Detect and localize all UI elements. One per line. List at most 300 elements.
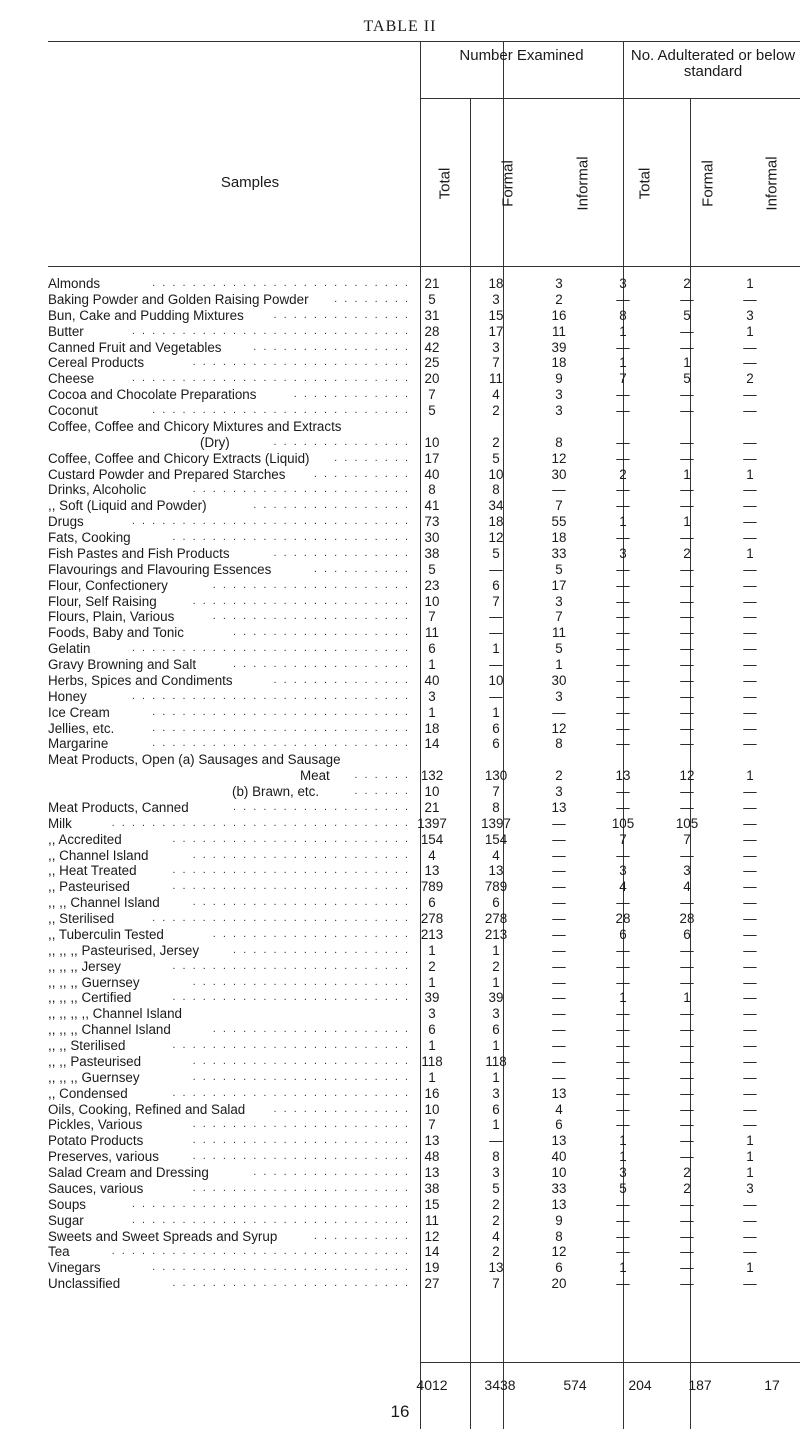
cell-value: — [680, 704, 694, 720]
cell-value: 2 [555, 768, 563, 784]
cell-value: 7 [492, 593, 500, 609]
cell-value: 55 [551, 514, 567, 530]
table-row [0, 435, 800, 451]
cell-value: 789 [484, 879, 508, 895]
sample-label: Flour, Confectionery [48, 577, 168, 593]
sample-label: Gelatin [48, 641, 91, 657]
leader-dots: . . . . . . . . . . . . . . . . . . . . [212, 1023, 410, 1036]
cell-value: 3 [619, 545, 627, 561]
cell-value: 48 [424, 1149, 440, 1165]
cell-value: 39 [488, 990, 504, 1006]
cell-value: — [616, 625, 630, 641]
sample-label: Flour, Self Raising [48, 593, 157, 609]
cell-value: — [489, 561, 503, 577]
cell-value: 7 [492, 784, 500, 799]
cell-value: 12 [551, 720, 567, 736]
cell-value: — [743, 1196, 757, 1212]
formal-examined-header: Formal [499, 160, 517, 207]
sample-label: Herbs, Spices and Condiments [48, 672, 233, 688]
sample-label: Pickles, Various [48, 1117, 143, 1133]
cell-value: 1 [619, 990, 627, 1006]
number-examined-header: Number Examined [459, 47, 584, 64]
sample-label: Oils, Cooking, Refined and Salad [48, 1101, 246, 1117]
cell-value: — [680, 799, 694, 815]
leader-dots: . . . . . . . . . . . . . . [273, 435, 410, 448]
cell-value: — [616, 847, 630, 863]
table-row [0, 578, 800, 594]
table-row [0, 451, 800, 467]
sample-label: ,, ,, Pasteurised [48, 1053, 142, 1069]
cell-value: 154 [484, 831, 508, 847]
cell-value: — [680, 577, 694, 593]
cell-value: — [616, 736, 630, 752]
table-row [0, 498, 800, 514]
cell-value: 1 [746, 323, 754, 339]
table-row [0, 1117, 800, 1133]
cell-value: — [743, 561, 757, 577]
cell-value: 7 [555, 498, 563, 514]
leader-dots: . . . . . . . . . . . . . . . . . . . . . . . . . . . . [131, 642, 410, 655]
cell-value: 40 [551, 1149, 567, 1165]
cell-value: — [616, 958, 630, 974]
cell-value: 34 [488, 498, 504, 514]
formal-adulterated-sum: 187 [688, 1377, 712, 1393]
cell-value: — [616, 1101, 630, 1117]
cell-value: 17 [424, 450, 440, 466]
cell-value: 13 [551, 799, 567, 815]
cell-value: — [680, 625, 694, 641]
cell-value: 14 [424, 1244, 440, 1260]
leader-dots: . . . . . . [354, 785, 410, 797]
cell-value: — [680, 450, 694, 466]
sample-label: ,, Channel Island [48, 847, 149, 863]
leader-dots: . . . . . . . . . . . . . . . . . . . . . . . . . . [152, 721, 410, 734]
table-row [0, 1181, 800, 1197]
sample-label: Sugar [48, 1212, 84, 1228]
cell-value: 30 [424, 530, 440, 545]
cell-value: 105 [675, 815, 699, 831]
cell-value: — [743, 1101, 757, 1117]
table-row [0, 848, 800, 864]
cell-value: 28 [424, 323, 440, 339]
leader-dots: . . . . . . . . . . . . . . . . . . . . [212, 610, 410, 623]
cell-value: — [680, 1228, 694, 1244]
cell-value: 1 [683, 514, 691, 530]
table-row [0, 1260, 800, 1276]
leader-dots: . . . . . . . . . . . . . . . . . . . . . . . . . . . . [131, 372, 410, 385]
cell-value: 3 [492, 1165, 500, 1180]
cell-value: — [743, 609, 757, 625]
cell-value: 33 [551, 545, 567, 561]
cell-value: 3 [746, 1180, 754, 1196]
cell-value: — [552, 990, 566, 1006]
cell-value: 6 [555, 1260, 563, 1276]
cell-value: 3 [555, 593, 563, 609]
cell-value: — [616, 1006, 630, 1022]
total-adulterated-header: Total [636, 167, 654, 200]
informal-adulterated-sum: 17 [764, 1377, 780, 1393]
cell-value: — [680, 958, 694, 974]
leader-dots: . . . . . . . . . . . . . . . . . . . . . . [192, 1118, 410, 1131]
table-row [0, 308, 800, 324]
cell-value: — [680, 609, 694, 625]
cell-value: 4 [492, 847, 500, 863]
cell-value: 2 [683, 1180, 691, 1196]
sample-label: (b) Brawn, etc. [232, 784, 320, 799]
cell-value: 2 [492, 1212, 500, 1228]
cell-value: 8 [555, 1228, 563, 1244]
table-row [0, 736, 800, 752]
leader-dots: . . . . . . . . . . . . . . . . . . [233, 800, 410, 813]
leader-dots: . . . . . . . . [334, 292, 410, 305]
table-row [0, 546, 800, 562]
leader-dots: . . . . . . . . . . . . . . . . . . . . . . [192, 1134, 410, 1147]
sample-label: ,, ,, ,, Channel Island [48, 1022, 171, 1038]
cell-value: 3 [619, 276, 627, 291]
cell-value: 7 [492, 1276, 500, 1292]
cell-value: 2 [683, 545, 691, 561]
leader-dots: . . . . . . . . . . . . . . . . [253, 1166, 410, 1178]
cell-value: 154 [420, 831, 444, 847]
sample-label: Fish Pastes and Fish Products [48, 545, 230, 561]
cell-value: 3 [492, 339, 500, 355]
cell-value: 38 [424, 545, 440, 561]
cell-value: 18 [488, 514, 504, 530]
cell-value: — [680, 1196, 694, 1212]
cell-value: — [743, 1069, 757, 1085]
cell-value: — [680, 1117, 694, 1133]
cell-value: — [743, 355, 757, 371]
cell-value: 12 [488, 530, 504, 545]
sample-label: Cocoa and Chocolate Preparations [48, 387, 257, 403]
cell-value: 16 [424, 1085, 440, 1101]
table-row [0, 1197, 800, 1213]
table-row [0, 1244, 800, 1260]
cell-value: — [616, 434, 630, 450]
table-row [0, 657, 800, 673]
sample-label: Margarine [48, 736, 109, 752]
cell-value: 789 [420, 879, 444, 895]
cell-value: 28 [615, 911, 631, 926]
cell-value: 73 [424, 514, 440, 530]
cell-value: 130 [484, 768, 508, 784]
total-adulterated-sum: 204 [628, 1377, 652, 1393]
cell-value: 13 [551, 1133, 567, 1149]
cell-value: — [680, 657, 694, 672]
cell-value: 4 [683, 879, 691, 895]
sample-label: Unclassified [48, 1276, 121, 1292]
cell-value: 2 [492, 958, 500, 974]
cell-value: — [616, 895, 630, 911]
table-row [0, 403, 800, 419]
table-row [0, 975, 800, 991]
sample-label: ,, ,, Sterilised [48, 1038, 126, 1053]
cell-value: 4 [492, 387, 500, 403]
cell-value: 1 [428, 1038, 436, 1053]
sample-label: Meat Products, Open (a) Sausages and Sausage [48, 752, 341, 768]
cell-value: 39 [551, 339, 567, 355]
cell-value: 3 [555, 387, 563, 403]
cell-value: 1 [683, 466, 691, 482]
cell-value: — [616, 1228, 630, 1244]
cell-value: — [680, 530, 694, 545]
cell-value: 5 [428, 561, 436, 577]
cell-value: 14 [424, 736, 440, 752]
cell-value: — [552, 1069, 566, 1085]
leader-dots: . . . . . . . . . . . . . . . . . . . . . . . . . . . . [131, 515, 410, 528]
cell-value: — [743, 450, 757, 466]
cell-value: 118 [485, 1053, 507, 1069]
cell-value: — [552, 815, 566, 831]
sample-label: Almonds [48, 276, 101, 291]
cell-value: 1 [492, 1117, 500, 1133]
cell-value: 1 [619, 1133, 627, 1149]
leader-dots: . . . . . . . . . . . . . . . . . . . . . . . . . . . . . . [111, 816, 410, 829]
cell-value: 9 [555, 1212, 563, 1228]
cell-value: — [743, 736, 757, 752]
cell-value: 20 [424, 371, 440, 387]
cell-value: 3 [492, 1006, 500, 1022]
cell-value: 1 [492, 641, 500, 657]
leader-dots: . . . . . . . . . . . . . . . . . . . . . . . . . . . . [131, 1197, 410, 1210]
cell-value: — [743, 657, 757, 672]
sample-label: ,, ,, ,, Pasteurised, Jersey [48, 942, 200, 958]
table-row [0, 467, 800, 483]
leader-dots: . . . . . . . . . . . . [293, 388, 410, 401]
cell-value: 8 [555, 434, 563, 450]
table-row [0, 1070, 800, 1086]
cell-value: 31 [424, 307, 440, 323]
informal-adulterated-header: Informal [763, 156, 781, 211]
leader-dots: . . . . . . . . . . . . . . . . . . . . . . . . . . [152, 277, 410, 289]
subheader-border [420, 98, 800, 99]
cell-value: 2 [555, 291, 563, 307]
cell-value: — [680, 403, 694, 418]
leader-dots: . . . . . . . . . . . . . . . . . . [233, 658, 410, 670]
cell-value: — [616, 403, 630, 418]
table-row [0, 1133, 800, 1149]
cell-value: 1 [746, 768, 754, 784]
table-row [0, 911, 800, 927]
cell-value: — [680, 1053, 694, 1069]
sample-label: Preserves, various [48, 1149, 159, 1165]
table-row [0, 641, 800, 657]
cell-value: — [680, 1085, 694, 1101]
cell-value: 21 [424, 276, 440, 291]
cell-value: — [616, 641, 630, 657]
table-row [0, 800, 800, 816]
cell-value: 1 [555, 657, 563, 672]
cell-value: — [552, 974, 566, 990]
cell-value: — [743, 482, 757, 498]
cell-value: 27 [424, 1276, 440, 1292]
cell-value: — [680, 561, 694, 577]
sample-label: ,, Heat Treated [48, 863, 137, 879]
sample-label: Bun, Cake and Pudding Mixtures [48, 307, 244, 323]
cell-value: — [680, 942, 694, 958]
leader-dots: . . . . . . . . . . . . . . . . . . . . . . [192, 1150, 410, 1163]
sample-label: Soups [48, 1196, 86, 1212]
cell-value: — [489, 688, 503, 704]
cell-value: 1 [492, 1069, 500, 1085]
cell-value: 12 [679, 768, 695, 784]
cell-value: 4 [619, 879, 627, 895]
cell-value: — [743, 1228, 757, 1244]
table-top-border [48, 41, 800, 42]
cell-value: — [552, 942, 566, 958]
cell-value: 15 [424, 1196, 440, 1212]
cell-value: 1 [428, 657, 436, 672]
cell-value: — [680, 291, 694, 307]
table-row [0, 784, 800, 800]
cell-value: 11 [552, 625, 566, 641]
cell-value: — [743, 1022, 757, 1038]
cell-value: 13 [551, 1085, 567, 1101]
cell-value: — [680, 1212, 694, 1228]
cell-value: — [552, 1022, 566, 1038]
cell-value: 11 [552, 323, 566, 339]
cell-value: 18 [551, 530, 567, 545]
cell-value: 3 [746, 307, 754, 323]
cell-value: — [489, 625, 503, 641]
cell-value: — [680, 1149, 694, 1165]
leader-dots: . . . . . . . . . . . . . . . . . . . . . . [192, 1070, 410, 1083]
table-row [0, 816, 800, 832]
cell-value: 1 [428, 942, 436, 958]
cell-value: — [743, 942, 757, 958]
cell-value: 4 [492, 1228, 500, 1244]
sample-label: Flours, Plain, Various [48, 609, 175, 625]
table-row [0, 355, 800, 371]
cell-value: 1 [492, 942, 500, 958]
cell-value: 7 [492, 355, 500, 371]
cell-value: — [552, 847, 566, 863]
cell-value: — [743, 847, 757, 863]
cell-value: — [616, 1085, 630, 1101]
table-row [0, 943, 800, 959]
cell-value: 213 [420, 926, 444, 942]
cell-value: 3 [492, 291, 500, 307]
table-body [0, 276, 800, 1292]
table-row [0, 1165, 800, 1181]
cell-value: — [616, 1117, 630, 1133]
table-row [0, 705, 800, 721]
cell-value: 1 [746, 1133, 754, 1149]
cell-value: 7 [683, 831, 691, 847]
sample-label: ,, ,, ,, Guernsey [48, 1069, 140, 1085]
sample-label: Milk [48, 815, 72, 831]
sample-label: (Dry) [200, 434, 230, 450]
leader-dots: . . . . . . . . . . . . . . . . . . . . . . [192, 1054, 410, 1067]
table-row [0, 276, 800, 292]
cell-value: 18 [424, 720, 440, 736]
sample-label: ,, Sterilised [48, 911, 115, 926]
informal-examined-header: Informal [574, 156, 592, 211]
cell-value: — [680, 482, 694, 498]
cell-value: 18 [551, 355, 567, 371]
leader-dots: . . . . . . . . . . . . . . . . . . . . . . [192, 594, 410, 607]
leader-dots: . . . . . . . . . . . . . . . . . . . . . . . . . . . . [131, 689, 410, 702]
cell-value: 1 [683, 990, 691, 1006]
cell-value: — [680, 1069, 694, 1085]
cell-value: — [616, 450, 630, 466]
header-bottom-border [48, 266, 800, 267]
cell-value: — [680, 387, 694, 403]
leader-dots: . . . . . . . . . . . . . . . . . . . . . . . . . . . . . . [111, 1245, 410, 1258]
cell-value: — [552, 958, 566, 974]
cell-value: 5 [492, 1180, 500, 1196]
leader-dots: . . . . . . . . . . . . . . . . . . . . . . [192, 975, 410, 988]
leader-dots: . . . . . . . . . . . . . . . . . . . . [212, 578, 410, 591]
cell-value: 17 [551, 577, 567, 593]
cell-value: 40 [424, 466, 440, 482]
leader-dots: . . . . . . . . . . . . . . . . . . . . . . [192, 896, 410, 909]
sample-label: Fats, Cooking [48, 530, 131, 545]
cell-value: 1397 [417, 815, 447, 831]
table-row [0, 530, 800, 546]
cell-value: — [680, 1260, 694, 1276]
cell-value: — [743, 514, 757, 530]
sample-label: ,, Pasteurised [48, 879, 130, 895]
cell-value: — [680, 895, 694, 911]
leader-dots: . . . . . . . . . . . . . . . . . . [233, 626, 410, 639]
cell-value: — [743, 593, 757, 609]
cell-value: 12 [551, 1244, 567, 1260]
cell-value: 8 [492, 1149, 500, 1165]
cell-value: 1 [746, 1149, 754, 1165]
sample-label: Ice Cream [48, 704, 110, 720]
leader-dots: . . . . . . . . . . . . . . . . . . . . [212, 927, 410, 940]
leader-dots: . . . . . . . . . . . . . . . . [253, 499, 410, 512]
sample-label: Jellies, etc. [48, 720, 115, 736]
cell-value: — [743, 434, 757, 450]
cell-value: 38 [424, 1180, 440, 1196]
cell-value: — [616, 1038, 630, 1053]
cell-value: — [743, 530, 757, 545]
sample-label: ,, ,, ,, Jersey [48, 958, 121, 974]
leader-dots: . . . . . . . . . . . . . . . . . . . . . . . . [172, 864, 410, 877]
cell-value: — [616, 339, 630, 355]
cell-value: 3 [619, 1165, 627, 1180]
cell-value: — [743, 831, 757, 847]
sample-label: Tea [48, 1244, 70, 1260]
cell-value: 16 [551, 307, 567, 323]
cell-value: 13 [615, 768, 631, 784]
cell-value: — [616, 784, 630, 799]
leader-dots: . . . . . . . . [334, 451, 410, 464]
cell-value: 11 [425, 1212, 439, 1228]
cell-value: 1 [492, 974, 500, 990]
sample-label: ,, Soft (Liquid and Powder) [48, 498, 207, 514]
formal-examined-sum: 3438 [484, 1377, 516, 1393]
sample-label: Coffee, Coffee and Chicory Mixtures and Extracts [48, 418, 342, 434]
cell-value: — [743, 577, 757, 593]
table-row [0, 959, 800, 975]
cell-value: 1 [619, 1149, 627, 1165]
cell-value: — [743, 720, 757, 736]
cell-value: 10 [424, 784, 440, 799]
cell-value: 41 [424, 498, 440, 514]
cell-value: 10 [551, 1165, 567, 1180]
cell-value: — [680, 593, 694, 609]
cell-value: 13 [488, 863, 504, 879]
table-row [0, 1006, 800, 1022]
cell-value: — [743, 1006, 757, 1022]
sample-label: Vinegars [48, 1260, 101, 1276]
cell-value: — [743, 879, 757, 895]
leader-dots: . . . . . . . . . . . . . . . . . . . . . . . . . . [152, 912, 410, 924]
cell-value: 10 [424, 593, 440, 609]
